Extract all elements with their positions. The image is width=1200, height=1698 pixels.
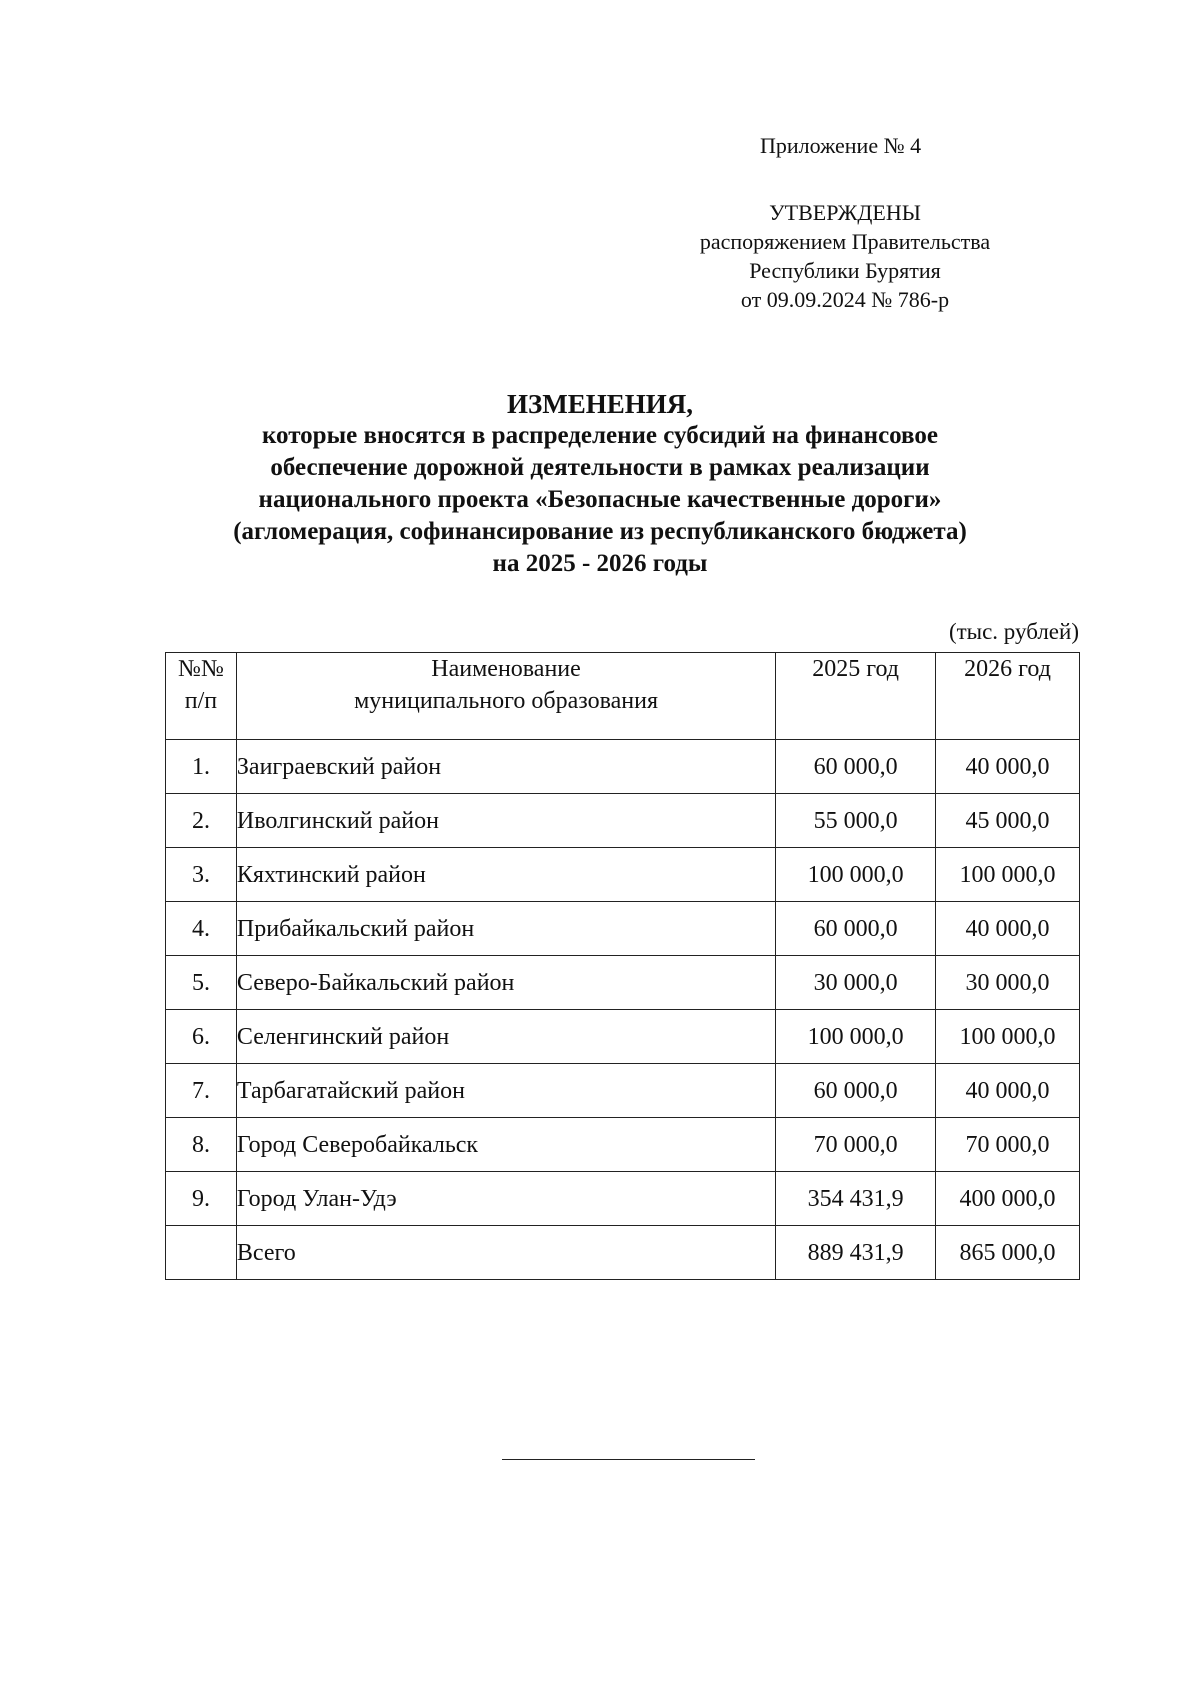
document-title xyxy=(100,388,1100,580)
table-row xyxy=(166,902,1080,956)
header-name-line1: Наименование xyxy=(431,656,581,682)
amount-2026: 40 000,0 xyxy=(936,740,1080,794)
table-row xyxy=(166,1172,1080,1226)
amount-2026: 70 000,0 xyxy=(936,1118,1080,1172)
municipality-name: Северо-Байкальский район xyxy=(236,956,775,1010)
row-number: 3. xyxy=(166,848,237,902)
approval-line: распоряжением Правительства xyxy=(699,229,991,254)
amount-2025: 60 000,0 xyxy=(776,1064,936,1118)
amount-2026: 45 000,0 xyxy=(936,794,1080,848)
header-number-line1: №№ xyxy=(178,656,224,682)
approval-date-number: от 09.09.2024 № 786-р xyxy=(740,287,950,312)
header-year-2026: 2026 год xyxy=(936,653,1080,740)
amount-2025: 60 000,0 xyxy=(776,902,936,956)
amount-2026: 40 000,0 xyxy=(936,1064,1080,1118)
amount-2026: 30 000,0 xyxy=(936,956,1080,1010)
row-number: 2. xyxy=(166,794,237,848)
municipality-name: Город Северобайкальск xyxy=(236,1118,775,1172)
title-line: которые вносятся в распределение субсидий на финансовое xyxy=(261,422,938,449)
row-number: 7. xyxy=(166,1064,237,1118)
table-row xyxy=(166,794,1080,848)
approval-heading: УТВЕРЖДЕНЫ xyxy=(769,200,921,225)
approval-block xyxy=(680,198,1010,314)
row-number: 6. xyxy=(166,1010,237,1064)
amount-2025: 30 000,0 xyxy=(776,956,936,1010)
municipality-name: Кяхтинский район xyxy=(236,848,775,902)
amount-2026: 40 000,0 xyxy=(936,902,1080,956)
municipality-name: Город Улан-Удэ xyxy=(236,1172,775,1226)
total-number xyxy=(166,1226,237,1280)
amount-2025: 70 000,0 xyxy=(776,1118,936,1172)
row-number: 8. xyxy=(166,1118,237,1172)
title-heading: ИЗМЕНЕНИЯ, xyxy=(506,389,693,419)
amount-2025: 100 000,0 xyxy=(776,1010,936,1064)
row-number: 4. xyxy=(166,902,237,956)
municipality-name: Тарбагатайский район xyxy=(236,1064,775,1118)
appendix-number: Приложение № 4 xyxy=(760,133,922,158)
amount-2025: 55 000,0 xyxy=(776,794,936,848)
amount-2026: 400 000,0 xyxy=(936,1172,1080,1226)
amount-2025: 100 000,0 xyxy=(776,848,936,902)
municipality-name: Селенгинский район xyxy=(236,1010,775,1064)
header-name-line2: муниципального образования xyxy=(354,688,658,714)
amount-2026: 100 000,0 xyxy=(936,848,1080,902)
municipality-name: Заиграевский район xyxy=(236,740,775,794)
amount-2026: 100 000,0 xyxy=(936,1010,1080,1064)
table-row xyxy=(166,1118,1080,1172)
units-label: (тыс. рублей) xyxy=(948,619,1079,644)
end-divider-line xyxy=(502,1459,755,1460)
title-line: обеспечение дорожной деятельности в рамках реализации xyxy=(270,454,930,481)
header-number-line2: п/п xyxy=(184,688,218,714)
title-line: национального проекта «Безопасные качественные дороги» xyxy=(258,486,942,513)
row-number: 5. xyxy=(166,956,237,1010)
table-header-row xyxy=(166,653,1080,740)
amount-2025: 60 000,0 xyxy=(776,740,936,794)
row-number: 1. xyxy=(166,740,237,794)
table-row xyxy=(166,1064,1080,1118)
table-row xyxy=(166,956,1080,1010)
total-2025: 889 431,9 xyxy=(776,1226,936,1280)
municipality-name: Прибайкальский район xyxy=(236,902,775,956)
table-row xyxy=(166,740,1080,794)
header-name xyxy=(236,653,775,740)
amount-2025: 354 431,9 xyxy=(776,1172,936,1226)
title-line: на 2025 - 2026 годы xyxy=(492,550,708,577)
title-line: (агломерация, софинансирование из республиканского бюджета) xyxy=(233,518,967,545)
table-row xyxy=(166,848,1080,902)
header-number xyxy=(166,653,237,740)
total-2026: 865 000,0 xyxy=(936,1226,1080,1280)
row-number: 9. xyxy=(166,1172,237,1226)
municipality-name: Иволгинский район xyxy=(236,794,775,848)
approval-line: Республики Бурятия xyxy=(749,258,941,283)
total-label: Всего xyxy=(236,1226,775,1280)
subsidy-table xyxy=(165,652,1080,1280)
header-year-2025: 2025 год xyxy=(776,653,936,740)
table-row xyxy=(166,1010,1080,1064)
table-total-row xyxy=(166,1226,1080,1280)
